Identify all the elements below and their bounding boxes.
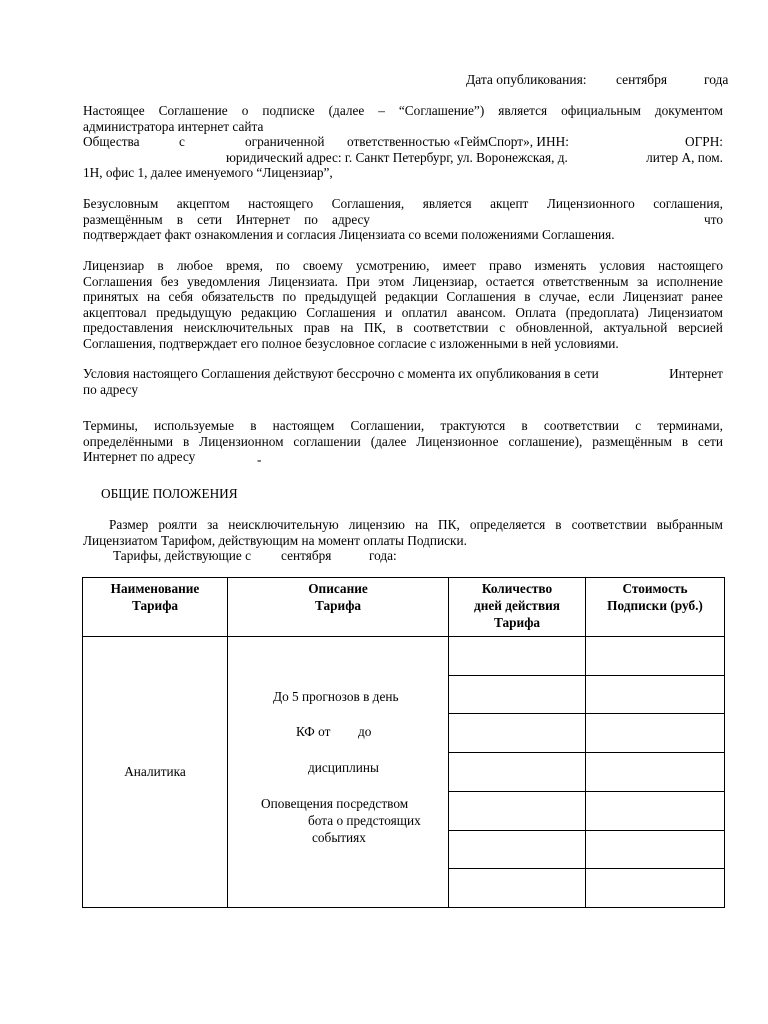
text-word: обязательств [201,289,274,305]
text-word: ОГРН: [685,134,723,150]
text-word: авансом. [456,304,506,320]
text-word: определяется [469,517,546,532]
text-word: Лицензионном [199,433,284,449]
price-cell[interactable] [586,830,725,869]
text-word: в [555,517,562,532]
text-word: соответствии [413,320,489,336]
paragraph-agreement-intro [83,103,723,181]
text-line: юридический адрес: г. Санкт Петербург, ул. Воронежская, д. [226,149,568,165]
text-word: версией [678,320,723,336]
text-word: выбранным [656,517,723,532]
text-word: Безусловным [83,196,159,211]
text-word: в [521,418,528,433]
text-word: редакцию [241,304,297,320]
text-word: настоящем [272,418,335,433]
paragraph-royalty [83,517,723,564]
text-word: ответственностью «ГеймСпорт», ИНН: [347,134,569,150]
text-word: с [635,418,642,433]
text-word: Лицензиата. [268,273,338,289]
text-word: акцепт [490,196,529,211]
text-word: подписке [262,103,315,118]
duration-cell[interactable] [449,830,586,869]
text-word: ранее [691,289,723,305]
text-word: терминами, [657,418,723,433]
text-word: в [176,211,184,227]
text-word: трактуются [440,418,506,433]
description-line: дисциплины [308,760,379,776]
duration-cell[interactable] [449,714,586,753]
text-word: по [304,211,318,227]
text-word: соответствии [571,517,647,532]
tariffs-table [82,577,725,908]
text-line: Интернет по адресу [83,449,196,465]
text-word: настоящего [248,196,314,211]
text-word: себя [168,289,194,305]
text-word: за [207,517,219,532]
text-word: Термины, [83,418,138,433]
text-word: Соглашения [83,273,153,289]
text-word: акцептом [176,196,230,211]
text-word: Лицензиар, [412,273,478,289]
price-cell[interactable] [586,714,725,753]
text-line: Лицензиатом Тарифом, действующим на момент оплаты Подписки. [83,532,467,548]
text-word: Интернет [236,211,291,227]
text-word: что [704,211,723,227]
paragraph-acceptance [83,196,723,243]
text-word: на [147,289,161,305]
duration-cell[interactable] [449,869,586,908]
text-word: года: [369,548,397,564]
text-word: соглашении [293,433,361,449]
description-line: Оповещения посредством [261,796,409,812]
text-word: Соглашении, [350,418,425,433]
text-word: принятых [83,289,139,305]
text-word: неисключительную [228,517,339,532]
text-word: Соглашения [306,304,376,320]
text-word: Соглашения [446,289,516,305]
text-word: Лицензиар [83,258,145,273]
text-word: в [524,289,531,305]
text-word: предыдущую [156,304,232,320]
text-word: Настоящее [83,103,145,118]
description-line: До 5 прогнозов в день [273,689,399,705]
text-word: соглашения, [653,196,723,211]
paragraph-changes [83,258,723,352]
price-cell[interactable] [586,637,725,676]
text-word: сети [698,433,723,449]
text-word: Размер [109,517,149,532]
text-word: остается [485,273,535,289]
text-word: если [588,289,615,305]
text-word: сети [197,211,223,227]
text-word: Лицензионное [416,433,499,449]
text-word: обновленной, [515,320,593,336]
text-word: в [182,433,190,449]
text-word: Интернет [669,366,723,381]
text-word: ПК, [438,517,460,532]
price-cell[interactable] [586,791,725,830]
text-word: без [160,273,179,289]
paragraph-terms [83,418,723,468]
text-line: Условия настоящего Соглашения действуют бессрочно с момента их опубликования в сети [83,366,599,381]
text-word: документом [654,103,723,118]
text-word: в [157,258,164,273]
description-line: событиях [312,830,366,846]
text-word: является [498,103,548,118]
price-cell[interactable] [586,753,725,792]
text-word: о [241,103,249,118]
text-word: прав [303,320,330,336]
text-word: адресу [332,211,370,227]
section-title: ОБЩИЕ ПОЛОЖЕНИЯ [101,486,238,501]
text-word: является [422,196,472,211]
text-word: в [250,418,257,433]
text-word: случае, [538,289,580,305]
description-line: бота о предстоящих [308,813,421,829]
text-word: уведомления [187,273,261,289]
date-year: года [704,72,729,87]
text-word: любое [176,258,213,273]
text-word: предоставления [83,320,174,336]
text-word: оплатил [401,304,448,320]
text-word: размещённым [592,433,672,449]
price-cell[interactable] [586,869,725,908]
text-word: ПК, [364,320,386,336]
text-word: официальным [561,103,641,118]
text-word: Лицензиатом [648,304,723,320]
text-word: этом [378,273,405,289]
date-label: Дата опубликования: [466,72,587,87]
text-word: исполнение [656,273,723,289]
text-word: на [414,517,428,532]
text-word: (предоплата) [565,304,639,320]
text-word: предыдущей [304,289,377,305]
text-word: лицензию [348,517,405,532]
text-word: усмотрению, [355,258,430,273]
paragraph-validity [83,366,723,397]
table-header-row [83,578,725,637]
text-word: Лицензионного [546,196,635,211]
price-cell[interactable] [586,675,725,714]
text-word: по [275,258,290,273]
text-line: 1Н, офис 1, далее именуемого “Лицензиар”, [83,165,333,181]
table-row [83,637,725,676]
description-line: КФ от [296,724,331,740]
text-word: и [385,304,393,320]
description-line: до [358,724,372,740]
text-line: литер А, пом. [646,149,723,165]
text-word: Оплата [515,304,557,320]
publication-date-line [0,71,768,89]
text-mark: - [257,452,262,468]
text-word: Соглашение [158,103,228,118]
text-word: соглашение), [508,433,583,449]
text-word: условия [599,258,645,273]
text-word: определёнными [83,433,174,449]
text-word: размещённым [83,211,163,227]
text-word: время, [226,258,263,273]
text-line: администратора интернет сайта [83,118,264,134]
duration-cell[interactable] [449,791,586,830]
text-word: Лицензиат [622,289,683,305]
text-word: с [179,134,185,150]
text-line: Соглашения, подтверждает его полное безусловное согласие с изложенными в ней условиями. [83,335,619,351]
text-word: ограниченной [245,134,325,150]
header-subscription-price: Стоимость Подписки (руб.) [586,578,725,637]
text-word: соответствии [543,418,620,433]
text-word: акцептовал [83,304,147,320]
text-word: по [282,289,297,305]
header-tariff-duration: Количество дней действия Тарифа [449,578,586,637]
text-word: – [378,103,385,118]
text-word: неисключительных [183,320,294,336]
header-tariff-name: Наименование Тарифа [83,578,228,637]
text-word: своему [302,258,343,273]
text-word: роялти [158,517,198,532]
text-word: сентября [281,548,332,564]
header-tariff-description: Описание Тарифа [228,578,449,637]
text-word: настоящего [658,258,723,273]
text-word: используемые [154,418,234,433]
text-word: Общества [83,134,140,150]
text-line: по адресу [83,381,139,397]
text-word: за [636,273,649,289]
text-word: (далее [370,433,407,449]
text-word: “Соглашение”) [398,103,485,118]
duration-cell[interactable] [449,637,586,676]
text-word: актуальной [603,320,668,336]
text-line: Тарифы, действующие с [113,548,252,564]
text-word: изменять [534,258,587,273]
text-word: на [340,320,354,336]
text-word: (далее [328,103,365,118]
text-word: с [499,320,506,336]
text-word: в [396,320,403,336]
date-month: сентября [616,72,668,87]
text-line: подтверждает факт ознакомления и согласия Лицензиата со всеми положениями Соглашения. [83,227,615,243]
text-word: право [488,258,522,273]
text-word: в [681,433,689,449]
duration-cell[interactable] [449,753,586,792]
duration-cell[interactable] [449,675,586,714]
tariff-name: Аналитика [124,764,186,780]
tariff-name-cell [83,637,228,908]
tariff-description-cell [228,637,449,908]
text-word: При [346,273,370,289]
text-word: ответственным [542,273,629,289]
text-word: имеет [442,258,476,273]
text-word: редакции [385,289,438,305]
text-word: Соглашения, [331,196,405,211]
